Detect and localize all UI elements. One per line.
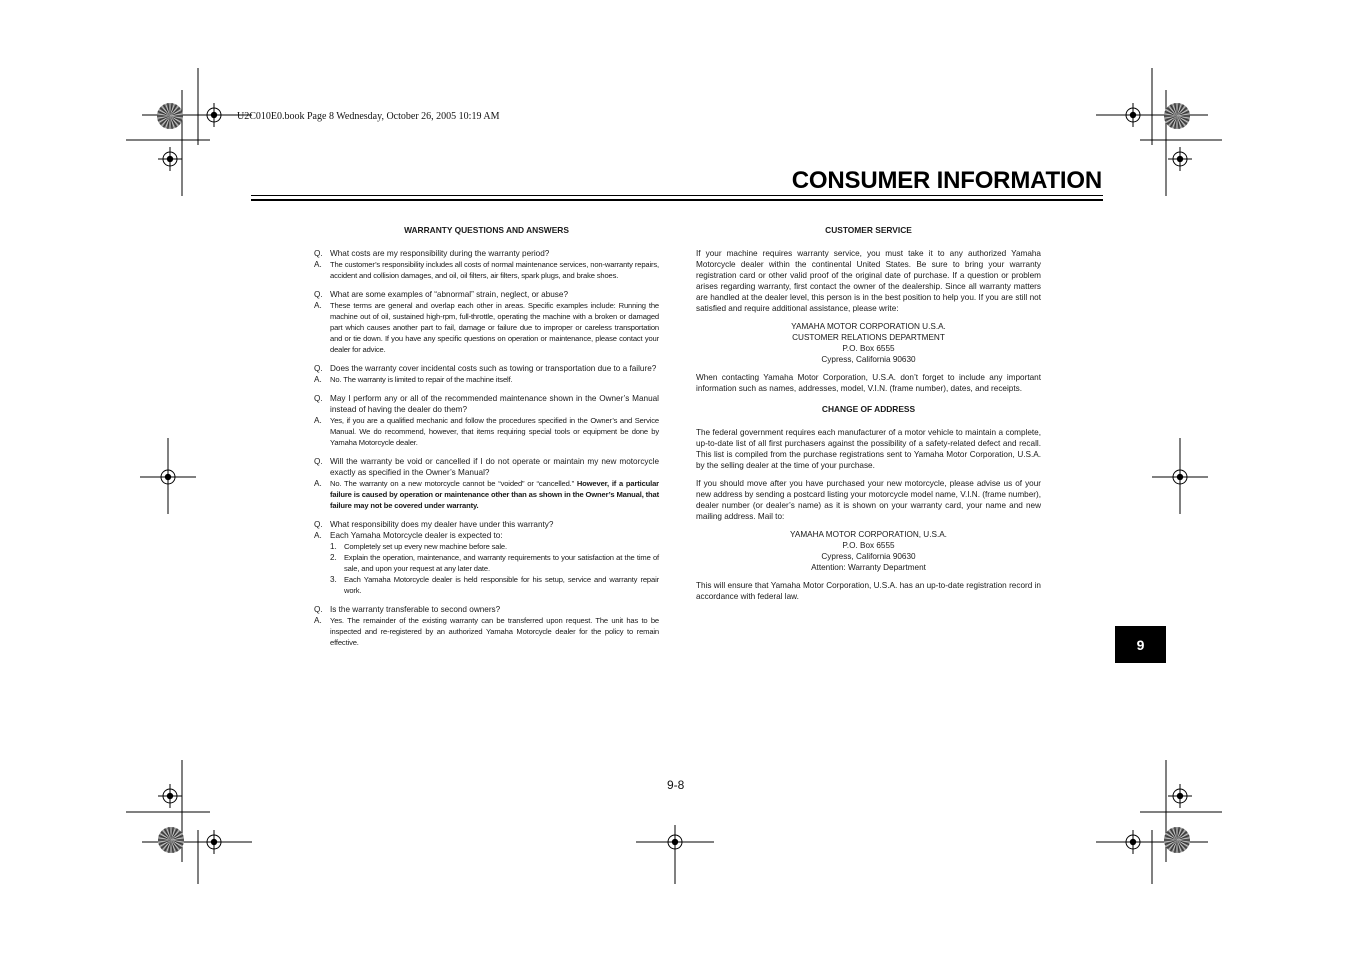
left-column (314, 225, 659, 656)
warranty-department-address: YAMAHA MOTOR CORPORATION, U.S.A. P.O. Box 6555 Cypress, California 90630 Attention: Warranty Department (790, 530, 947, 572)
ensure-paragraph: This will ensure that Yamaha Motor Corporation, U.S.A. has an up-to-date registration record in accordance with federal law. (696, 581, 1041, 601)
answer: A. The customer’s responsibility includes all costs of normal maintenance services, non-warranty repairs, accident and collision damages, and oil, oil filters, air filters, spark plugs, and brake shoes. (314, 260, 659, 280)
question: Q. Is the warranty transferable to second owners? (314, 605, 501, 614)
registration-mark (1121, 830, 1145, 854)
file-info-header: U2C010E0.book Page 8 Wednesday, October 26, 2005 10:19 AM (237, 111, 500, 122)
registration-mark (1168, 465, 1192, 489)
registration-mark (202, 103, 226, 127)
registration-mark (158, 147, 182, 171)
answer: A. No. The warranty is limited to repair of the machine itself. (314, 375, 513, 384)
registration-mark (202, 830, 226, 854)
question: Q. What responsibility does my dealer have under this warranty? (314, 520, 554, 529)
question: Q. May I perform any or all of the recommended maintenance shown in the Owner’s Manual instead of having the dealer do them? (314, 394, 659, 414)
federal-requirement-paragraph: The federal government requires each manufacturer of a motor vehicle to maintain a complete, up-to-date list of all first purchasers against the possibility of a safety-related defect and recall. This list is compiled from the purchase registrations sent to Yamaha Motor Corporation, U.S.A. by the selling dealer at the time of your purchase. (696, 428, 1041, 470)
starburst-mark-solid (1164, 103, 1190, 129)
registration-mark (1168, 784, 1192, 808)
qa-item (314, 363, 659, 385)
warranty-exception-bold: However, if a particular failure is caused by operation or maintenance other than as shown in the Owner’s Manual, that failure may not be covered under warranty. (330, 479, 659, 510)
move-paragraph: If you should move after you have purchased your new motorcycle, please advise us of your new address by sending a postcard listing your motorcycle model name, V.I.N. (frame number), dealer number (or dealer’s name) as it is shown on your warranty card, your name and new mailing address. Mail to: (696, 479, 1041, 521)
list-item: 3. Each Yamaha Motorcycle dealer is held responsible for his setup, service and warranty repair work. (330, 575, 659, 595)
section-title-warranty-qa: WARRANTY QUESTIONS AND ANSWERS (404, 225, 569, 235)
registration-mark (158, 784, 182, 808)
qa-item (314, 393, 659, 448)
section-title-change-of-address: CHANGE OF ADDRESS (821, 404, 916, 414)
qa-item (314, 604, 659, 648)
answer: A. No. The warranty on a new motorcycle cannot be “voided” or “cancelled.” However, if a particular failure is caused by operation or maintenance other than as shown in the Owner’s Manual, that failure may not be covered under warranty. (314, 479, 659, 510)
question: Q. Will the warranty be void or cancelled if I do not operate or maintain my new motorcycle exactly as specified in the Owner’s Manual? (314, 457, 659, 477)
qa-item (314, 456, 659, 511)
registration-mark (156, 465, 180, 489)
starburst-mark-solid (158, 827, 184, 853)
question: Q. What costs are my responsibility during the warranty period? (314, 249, 550, 258)
title-rule-thin (251, 195, 1103, 196)
answer: A. Each Yamaha Motorcycle dealer is expected to: (314, 531, 503, 540)
answer: A. Yes. The remainder of the existing warranty can be transferred upon request. The unit has to be inspected and re-registered by an authorized Yamaha Motorcycle dealer for the policy to remain effective. (314, 616, 659, 647)
page-number: 9-8 (667, 778, 685, 792)
question: Q. Does the warranty cover incidental costs such as towing or transportation due to a failure? (314, 364, 657, 373)
qa-item (314, 519, 659, 596)
registration-mark (1168, 147, 1192, 171)
chapter-tab: 9 (1115, 626, 1166, 663)
registration-mark (1121, 103, 1145, 127)
question: Q. What are some examples of “abnormal” strain, neglect, or abuse? (314, 290, 569, 299)
answer: A. These terms are general and overlap each other in areas. Specific examples include: Running the machine out of oil, sustained high-rpm, full-throttle, operating the machine with a broken or damaged part which causes another part to fail, damage or failure due to improper or careless transportation and or tie down. If you have any specific questions on operation or maintenance, please contact your dealer for advice. (314, 301, 659, 354)
qa-item (314, 289, 659, 355)
answer: A. Yes, if you are a qualified mechanic and follow the procedures specified in the Owner’s and Service Manual. We do recommend, however, that items requiring special tools or equipment be done by Yamaha Motorcycle dealer. (314, 416, 659, 447)
page-title: CONSUMER INFORMATION (791, 167, 1102, 194)
starburst-mark (157, 103, 183, 129)
section-title-customer-service: CUSTOMER SERVICE (825, 225, 912, 235)
customer-relations-address: YAMAHA MOTOR CORPORATION U.S.A. CUSTOMER RELATIONS DEPARTMENT P.O. Box 6555 Cypress, California 90630 (791, 322, 946, 364)
starburst-mark (1164, 827, 1190, 853)
registration-mark (663, 830, 687, 854)
contacting-paragraph: When contacting Yamaha Motor Corporation, U.S.A. don’t forget to include any important information such as names, addresses, model, V.I.N. (frame number), dates, and receipts. (696, 373, 1041, 393)
qa-item (314, 248, 659, 281)
right-column (696, 225, 1041, 609)
customer-service-paragraph: If your machine requires warranty service, you must take it to any authorized Yamaha Motorcycle dealer within the continental United States. Be sure to bring your warranty registration card or other valid proof of the original date of purchase. If a question or problem arises regarding warranty, first contact the owner of the dealership. Since all warranty matters are handled at the dealer level, this person is in the best position to help you. If you are still not satisfied and require additional assistance, please write: (696, 249, 1041, 313)
title-rule-thick (251, 199, 1103, 201)
list-item: 2. Explain the operation, maintenance, and warranty requirements to your satisfaction at the time of sale, and upon your request at any later date. (330, 553, 659, 573)
list-item: 1. Completely set up every new machine before sale. (330, 542, 507, 551)
